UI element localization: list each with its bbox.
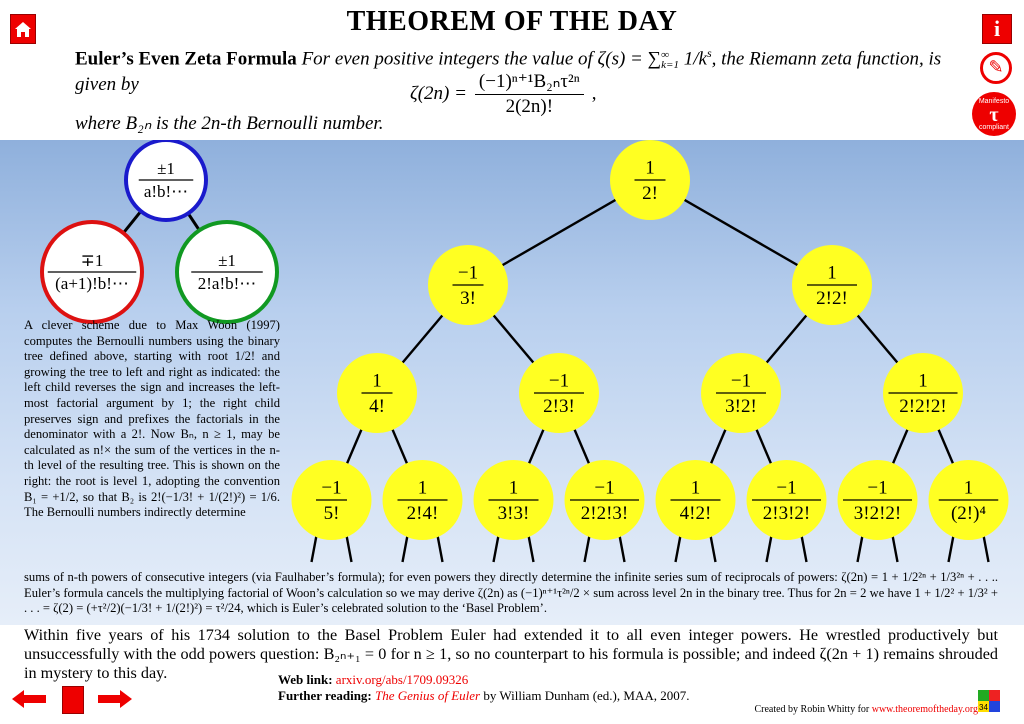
credit-line (754, 704, 978, 715)
tree-node-numerator: 1 (508, 477, 519, 499)
theorem-name: Euler’s Even Zeta Formula (75, 48, 297, 70)
statement-end: , the Riemann zeta function, is given by (75, 48, 942, 96)
pencil-icon[interactable]: ✎ (980, 52, 1012, 84)
index-icon[interactable] (62, 686, 84, 714)
sum-upper-limit: ∞ (661, 48, 670, 61)
tree-node-denominator: 2!2!2! (899, 396, 947, 417)
sum-lower-limit: k=1 (661, 58, 679, 71)
formula-tail: , (591, 83, 597, 104)
tree-node-denominator: 2!4! (406, 503, 439, 524)
tree-node (383, 460, 463, 540)
tree-node-numerator: −1 (548, 370, 570, 392)
tree-node (565, 460, 645, 540)
tree-node-denominator: 3!2!2! (853, 503, 902, 524)
tree-node (428, 245, 508, 325)
legend-root-node-numerator: ±1 (157, 159, 175, 179)
tree-node (929, 460, 1009, 540)
formula-numerator: (−1)ⁿ⁺¹B₂ₙτ²ⁿ (475, 70, 584, 95)
info-icon[interactable]: i (982, 14, 1012, 44)
tree-node (610, 140, 690, 220)
tree-node-numerator: 1 (690, 477, 701, 499)
tree-node-denominator: 2!3!2! (762, 503, 811, 524)
tree-node (337, 353, 417, 433)
tree-node-denominator: 3! (460, 288, 476, 309)
tree-node-numerator: 1 (918, 370, 928, 392)
basel-explanation: sums of n-th powers of consecutive integers (via Faulhaber’s formula); for even powers they directly determine the infinite series sum of reciprocals of powers: ζ(2n) = 1 + 1/2²ⁿ + 1/3²ⁿ + . . .. Euler’s formula cancels the multiplying factorial of Woon’s calculation so we may derive ζ(2n) as (−1)ⁿ⁺¹τ²ⁿ/2 × sum across level 2n in the binary tree. Thus for 2n = 2 we have 1 + 1/2² + 1/3² + . . . = ζ(2) = (+τ²/2)(−1/3! + 1/(2!)²) = τ²/24, which is Euler’s celebrated solution to the ‘Basel Problem’. (24, 570, 998, 616)
statement-mid: 1/k (678, 48, 707, 70)
legend-root-node (126, 140, 206, 220)
tree-node (838, 460, 918, 540)
further-reading (278, 688, 689, 704)
tree-node-denominator: (2!)⁴ (950, 503, 987, 524)
further-reading-label: Further reading: (278, 688, 372, 703)
woon-explanation: A clever scheme due to Max Woon (1997) computes the Bernoulli numbers using the binary tree defined above, starting with root 1/2! and growing the tree to left and right as indicated: the left child reverses the sign and increases the left-most factorial argument by 1; the right child preserves sign and prefixes the factorials in the denominator with a 2!. Now Bₙ, n ≥ 1, may be calculated as n!× the sum of the vertices in the n-th level of the resulting tree. This is shown on the right: the root is level 1, adopting the convention B₁ = +1/2, so that B₂ is 2!(−1/3! + 1/(2!)²) = 1/6. The Bernoulli numbers indirectly determine (24, 318, 280, 520)
tree-node-numerator: 1 (645, 157, 655, 179)
tree-node-numerator: −1 (776, 477, 797, 499)
tree-node-denominator: 5! (323, 503, 340, 524)
tree-node-numerator: 1 (372, 370, 382, 392)
statement-start: For even positive integers the value of ζ(s) = ∑ (301, 48, 662, 70)
tree-node-numerator: 1 (963, 477, 974, 499)
tree-node-numerator: −1 (457, 262, 479, 284)
tree-node (792, 245, 872, 325)
formula-lhs: ζ(2n) = (410, 83, 467, 104)
page-number: 34 (979, 703, 988, 712)
further-reading-title[interactable]: The Genius of Euler (375, 688, 481, 703)
tree-node-denominator: 4!2! (679, 503, 712, 524)
web-link-url[interactable]: arxiv.org/abs/1709.09326 (335, 672, 469, 687)
tree-node-numerator: 1 (417, 477, 428, 499)
tree-node-denominator: 2!2! (816, 288, 848, 309)
credit-prefix: Created by Robin Whitty for (754, 704, 872, 715)
tree-node (519, 353, 599, 433)
tree-node (474, 460, 554, 540)
legend-right-node-denominator: 2!a!b!⋯ (197, 274, 257, 293)
bernoulli-definition: where B₂ₙ is the 2n-th Bernoulli number. (75, 113, 384, 134)
right-arrow-icon[interactable] (98, 690, 132, 708)
tree-node-denominator: 4! (369, 396, 385, 417)
legend-root-node-denominator: a!b!⋯ (143, 182, 189, 201)
tree-node (656, 460, 736, 540)
manifesto-top-label: Manifesto (978, 98, 1010, 105)
page-title: THEOREM OF THE DAY (346, 6, 678, 37)
history-paragraph: Within five years of his 1734 solution to the Basel Problem Euler had extended it to all even integer powers. He wrestled productively but unsuccessfully with the odd powers question: B₂ₙ₊₁ = 0 for n ≥ 1, so no counterpart to his formula is possible; and indeed ζ(2n + 1) remains shrouded in mystery to this day. (24, 626, 998, 682)
tree-node-numerator: 1 (827, 262, 837, 284)
tree-node (747, 460, 827, 540)
tree-node-numerator: −1 (867, 477, 888, 499)
legend-right-node (177, 222, 277, 322)
web-link-label: Web link: (278, 672, 333, 687)
tree-node (292, 460, 372, 540)
tree-node-numerator: −1 (730, 370, 752, 392)
tree-node-numerator: −1 (321, 477, 342, 499)
manifesto-badge[interactable] (972, 92, 1016, 136)
tree-node-denominator: 2!3! (543, 396, 575, 417)
page-number-badge (978, 690, 1000, 712)
page-number-icon (978, 690, 1000, 712)
left-arrow-icon[interactable] (12, 690, 46, 708)
legend-right-node-numerator: ±1 (218, 251, 236, 271)
manifesto-bottom-label: compliant (979, 124, 1009, 131)
statement-sup: s (706, 46, 712, 60)
tree-node-denominator: 2! (642, 183, 658, 204)
tree-node-denominator: 3!2! (725, 396, 757, 417)
legend-left-node-numerator: ∓1 (80, 251, 104, 271)
tree-node-denominator: 3!3! (497, 503, 530, 524)
legend-left-node (42, 222, 142, 322)
tree-node (883, 353, 963, 433)
further-reading-rest: by William Dunham (ed.), MAA, 2007. (480, 688, 690, 703)
web-link (278, 672, 468, 688)
formula-denominator: 2(2n)! (505, 96, 554, 117)
credit-url[interactable]: www.theoremoftheday.org (871, 704, 978, 715)
legend-left-node-denominator: (a+1)!b!⋯ (55, 274, 129, 293)
tree-node-denominator: 2!2!3! (580, 503, 629, 524)
tree-node-numerator: −1 (594, 477, 615, 499)
zeta-formula (410, 70, 596, 118)
tree-node (701, 353, 781, 433)
tau-icon: τ (989, 104, 999, 126)
